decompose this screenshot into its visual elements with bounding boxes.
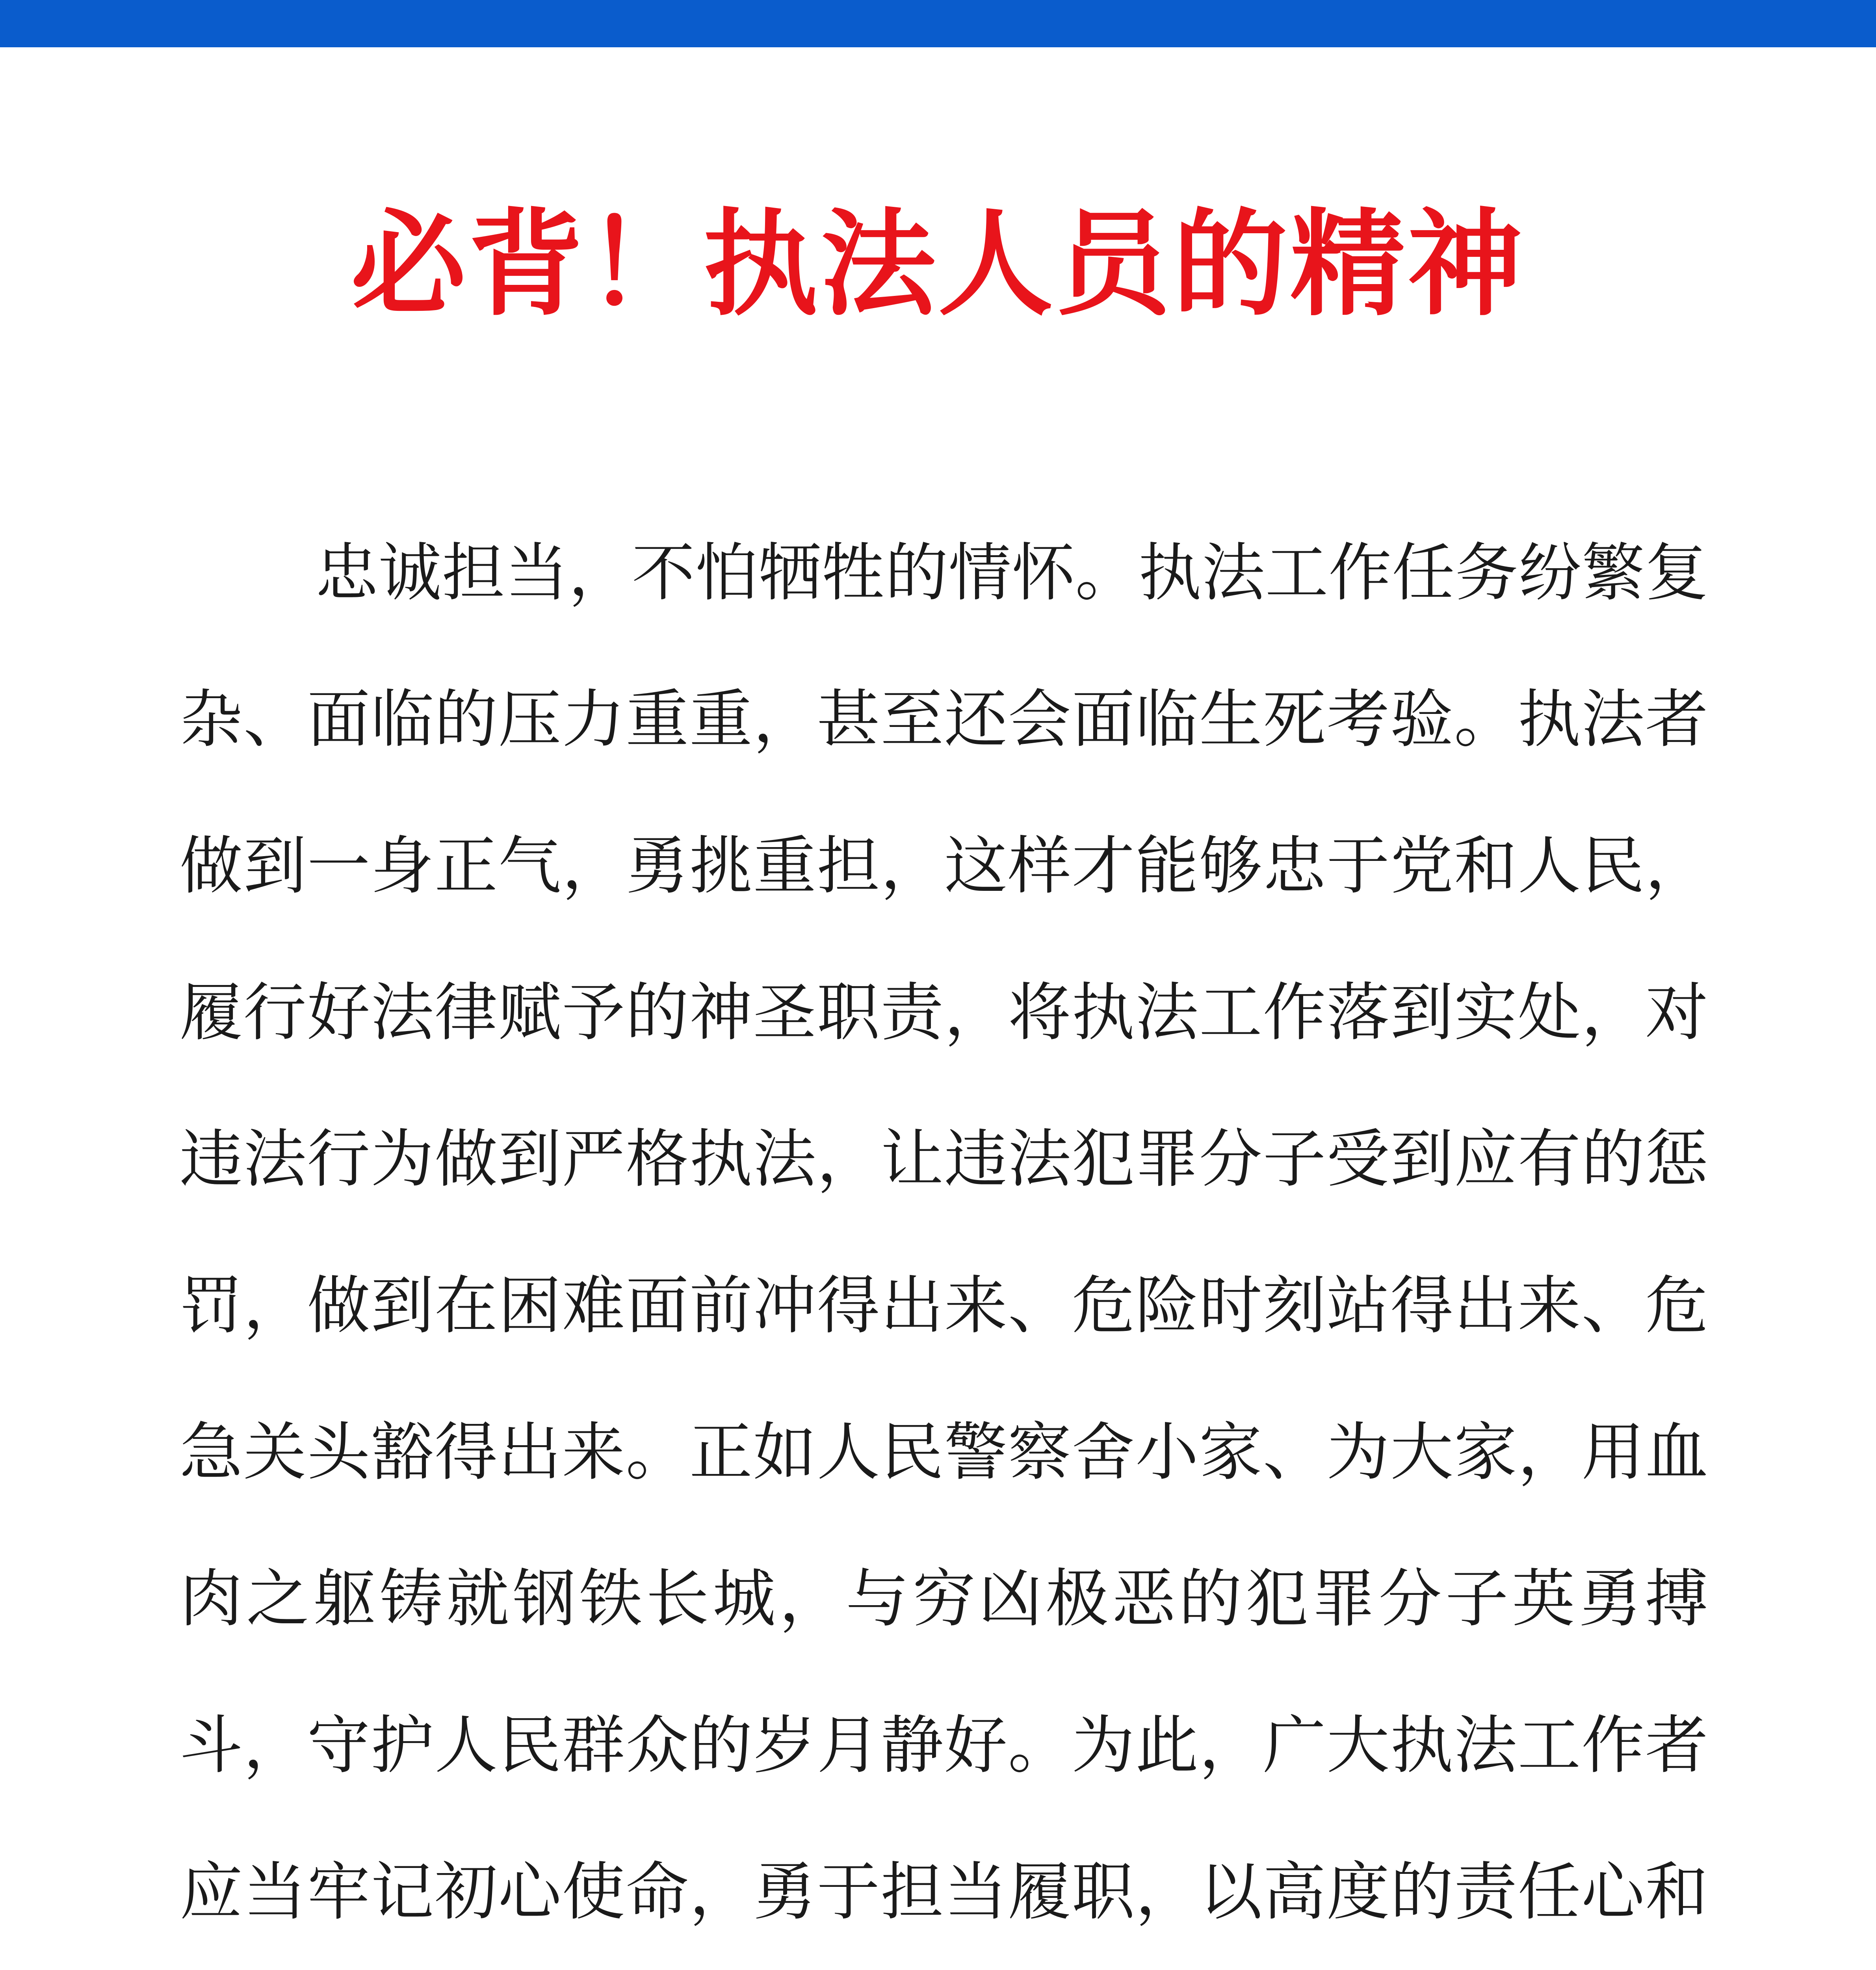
body-paragraph: 忠诚担当，不怕牺牲的情怀。执法工作任务纷繁复杂、面临的压力重重，甚至还会面临生死考验。执法者做到一身正气，勇挑重担，这样才能够忠于党和人民，履行好法律赋予的神圣职责，将执法工作落到实处，对违法行为做到严格执法，让违法犯罪分子受到应有的惩罚，做到在困难面前冲得出来、危险时刻站得出来、危急关头豁得出来。正如人民警察舍小家、为大家，用血肉之躯铸就钢铁长城，与穷凶极恶的犯罪分子英勇搏斗，守护人民群众的岁月静好。为此，广大执法工作者应当牢记初心使命，勇于担当履职，以高度的责任心和 (180, 536, 1708, 1929)
top-blue-bar (0, 0, 1876, 47)
document-title: 必背！执法人员的精神 (351, 196, 1525, 331)
